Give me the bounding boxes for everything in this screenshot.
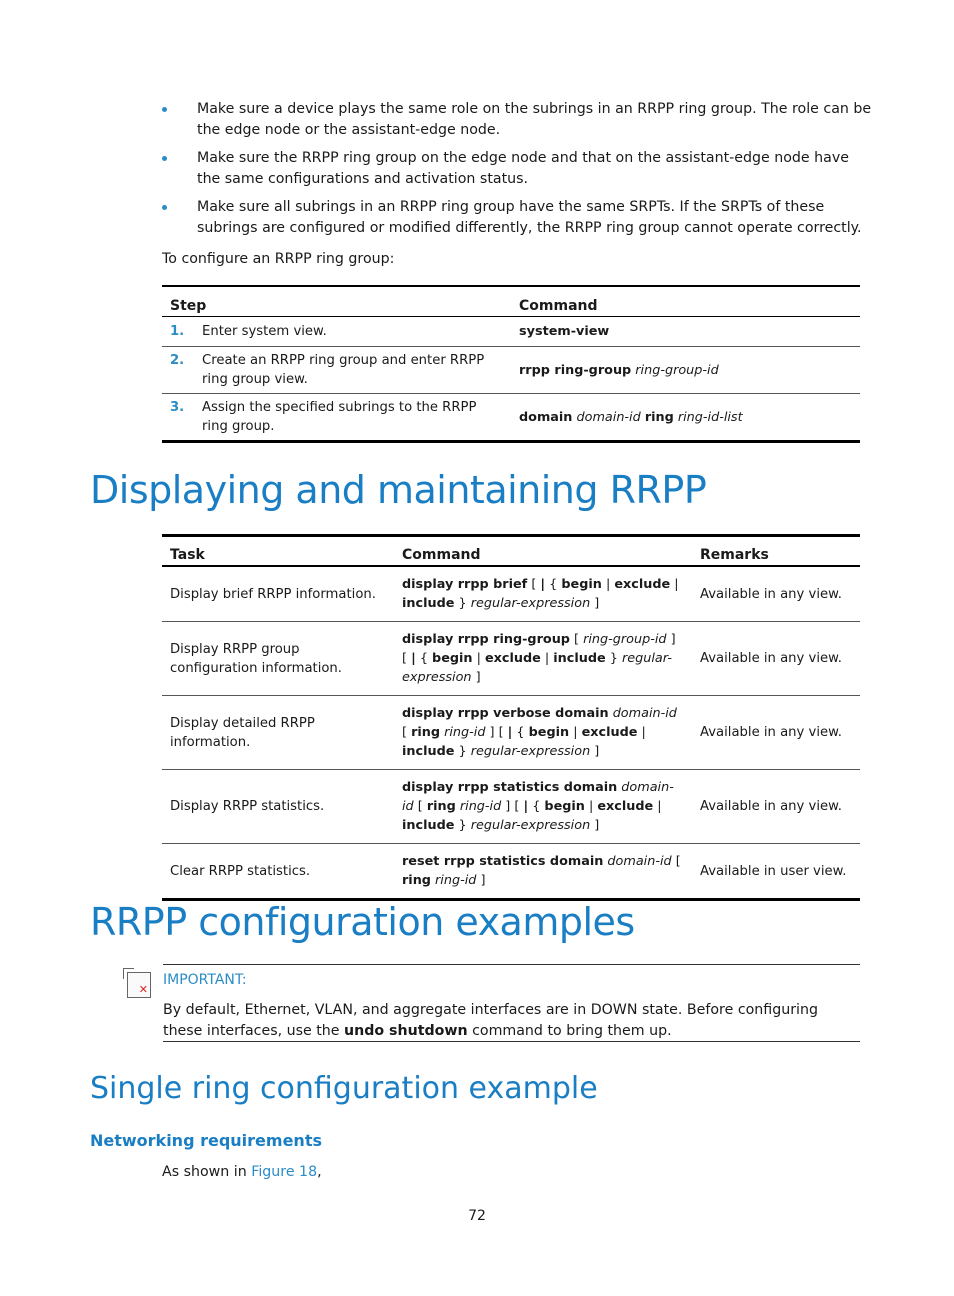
- important-icon: ✕: [127, 972, 151, 998]
- remarks-cell: Available in any view.: [692, 696, 860, 770]
- remarks-cell: Available in any view.: [692, 622, 860, 696]
- heading-single-ring: Single ring configuration example: [90, 1071, 598, 1106]
- notice-body: By default, Ethernet, VLAN, and aggregate interfaces are in DOWN state. Before configuring these interfaces, use the undo shutdown command to bring them up.: [163, 1002, 818, 1039]
- list-item: Make sure the RRPP ring group on the edge node and that on the assistant-edge node have the same configurations and activation status.: [162, 148, 872, 190]
- figure-link[interactable]: Figure 18: [251, 1164, 318, 1180]
- table-row: [162, 696, 860, 770]
- step-description: Enter system view.: [202, 324, 327, 339]
- tasks-table: [162, 534, 860, 901]
- notice-divider-top: [163, 964, 860, 965]
- notice-divider-bottom: [163, 1041, 860, 1042]
- command-cell: rrpp ring-group ring-group-id: [511, 347, 860, 394]
- table-row: [162, 347, 860, 394]
- table-row: [162, 770, 860, 844]
- task-cell: Display RRPP group configuration information.: [162, 622, 394, 696]
- step-cell: [162, 347, 511, 394]
- task-cell: Display detailed RRPP information.: [162, 696, 394, 770]
- heading-configuration-examples: RRPP configuration examples: [90, 900, 635, 944]
- remarks-cell: Available in user view.: [692, 844, 860, 900]
- command-cell: display rrpp ring-group [ ring-group-id ] [ | { begin | exclude | include } regular-expression ]: [394, 622, 692, 696]
- column-header-command: Command: [511, 286, 860, 317]
- step-number: 2.: [170, 353, 185, 368]
- command-cell: display rrpp statistics domain domain-id [ ring ring-id ] [ | { begin | exclude | include } regular-expression ]: [394, 770, 692, 844]
- command-cell: domain domain-id ring ring-id-list: [511, 394, 860, 442]
- column-header-command: Command: [394, 536, 692, 567]
- column-header-step: Step: [162, 286, 511, 317]
- table-header-row: [162, 536, 860, 567]
- heading-displaying-maintaining: Displaying and maintaining RRPP: [90, 468, 707, 512]
- command-cell: system-view: [511, 317, 860, 347]
- table-row: [162, 566, 860, 622]
- table-row: [162, 394, 860, 442]
- notice-title: IMPORTANT:: [163, 972, 247, 988]
- step-description: Assign the specified subrings to the RRPP ring group.: [202, 400, 477, 434]
- step-cell: [162, 394, 511, 442]
- task-cell: Display brief RRPP information.: [162, 566, 394, 622]
- bullet-icon: [162, 107, 167, 112]
- command-cell: display rrpp verbose domain domain-id [ ring ring-id ] [ | { begin | exclude | include } regular-expression ]: [394, 696, 692, 770]
- step-number: 1.: [170, 324, 185, 339]
- page-number: 72: [468, 1208, 486, 1224]
- list-item: Make sure all subrings in an RRPP ring group have the same SRPTs. If the SRPTs of these subrings are configured or modified differently, the RRPP ring group cannot operate correctly.: [162, 197, 872, 239]
- intro-text: To configure an RRPP ring group:: [162, 251, 395, 267]
- heading-networking-requirements: Networking requirements: [90, 1131, 322, 1150]
- command-cell: reset rrpp statistics domain domain-id [ ring ring-id ]: [394, 844, 692, 900]
- column-header-remarks: Remarks: [692, 536, 860, 567]
- remarks-cell: Available in any view.: [692, 770, 860, 844]
- task-cell: Display RRPP statistics.: [162, 770, 394, 844]
- table-header-row: [162, 286, 860, 317]
- list-item: Make sure a device plays the same role on the subrings in an RRPP ring group. The role can be the edge node or the assistant-edge node.: [162, 99, 872, 141]
- command-name: undo shutdown: [344, 1023, 468, 1039]
- step-description: Create an RRPP ring group and enter RRPP ring group view.: [202, 353, 485, 387]
- table-row: [162, 844, 860, 900]
- shown-in-text: As shown in Figure 18,: [162, 1164, 322, 1180]
- table-row: [162, 622, 860, 696]
- bullet-icon: [162, 205, 167, 210]
- table-row: [162, 317, 860, 347]
- remarks-cell: Available in any view.: [692, 566, 860, 622]
- step-cell: [162, 317, 511, 347]
- column-header-task: Task: [162, 536, 394, 567]
- command-cell: display rrpp brief [ | { begin | exclude | include } regular-expression ]: [394, 566, 692, 622]
- bullet-icon: [162, 156, 167, 161]
- bullet-list: [162, 99, 872, 246]
- steps-table: [162, 285, 860, 443]
- step-number: 3.: [170, 400, 185, 415]
- task-cell: Clear RRPP statistics.: [162, 844, 394, 900]
